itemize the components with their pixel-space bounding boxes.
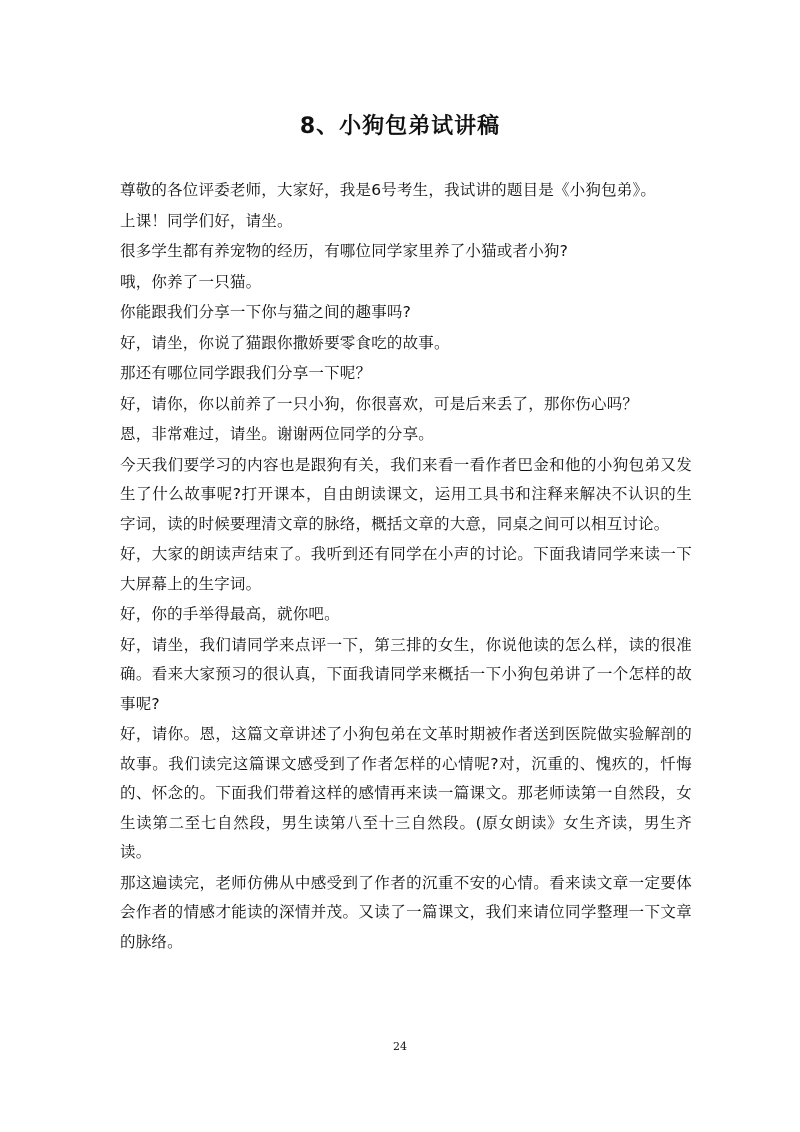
paragraph-peer-review: 好，请坐，我们请同学来点评一下，第三排的女生，你说他读的怎么样，读的很准确。看来大家预习的很认真，下面我请同学来概括一下小狗包弟讲了一个怎样的故事呢?: [120, 635, 692, 713]
paragraph-another-share: 那还有哪位同学跟我们分享一下呢？: [120, 364, 372, 382]
paragraph-class-start: 上课！同学们好，请坐。: [120, 211, 293, 230]
page-number: 24: [393, 1040, 407, 1053]
paragraph-cat-reply: 哦，你养了一只猫。: [120, 272, 262, 291]
paragraph-pet-question: 很多学生都有养宠物的经历，有哪位同学家里养了小猫或者小狗?: [120, 242, 569, 260]
paragraph-dog-story: 好，请你，你以前养了一只小狗，你很喜欢，可是后来丢了，那你伤心吗？: [120, 394, 639, 413]
paragraph-lesson-intro: 今天我们要学习的内容也是跟狗有关，我们来看一看作者巴金和他的小狗包弟又发生了什么故事呢?打开课本，自由朗读课文，运用工具书和注释来解决不认识的生字词，读的时候要理清文章的脉络，概括文章的大意，同桌之间可以相互讨论。: [120, 455, 692, 533]
paragraph-thanks: 恩，非常难过，请坐。谢谢两位同学的分享。: [120, 425, 435, 443]
paragraph-share-question: 你能跟我们分享一下你与猫之间的趣事吗?: [120, 303, 412, 321]
paragraph-summary: 好，请你。恩，这篇文章讲述了小狗包弟在文革时期被作者送到医院做实验解剖的故事。我们读完这篇课文感受到了作者怎样的心情呢?对，沉重的、愧疚的，忏悔的、怀念的。下面我们带着这样的感情再来读一篇课文。那老师读第一自然段，女生读第二至七自然段，男生读第八至十三自然段。(原女朗读》女生齐读，男生齐读。: [120, 725, 692, 861]
paragraph-cat-story: 好，请坐，你说了猫跟你撒娇要零食吃的故事。: [120, 333, 450, 352]
paragraph-structure: 那这遍读完，老师仿佛从中感受到了作者的沉重不安的心情。看来读文章一定要体会作者的情感才能读的深情并茂。又读了一篇课文，我们来请位同学整理一下文章的脉络。: [120, 873, 692, 951]
paragraph-pick-student: 好，你的手举得最高，就你吧。: [120, 605, 340, 623]
document-body: [120, 176, 692, 958]
paragraph-greeting: 尊敬的各位评委老师，大家好，我是6号考生，我试讲的题目是《小狗包弟》。: [120, 181, 657, 199]
document-title: 8、小狗包弟试讲稿: [299, 114, 501, 139]
paragraph-reading-done: 好，大家的朗读声结束了。我听到还有同学在小声的讨论。下面我请同学来读一下大屏幕上的生字词。: [120, 545, 692, 593]
